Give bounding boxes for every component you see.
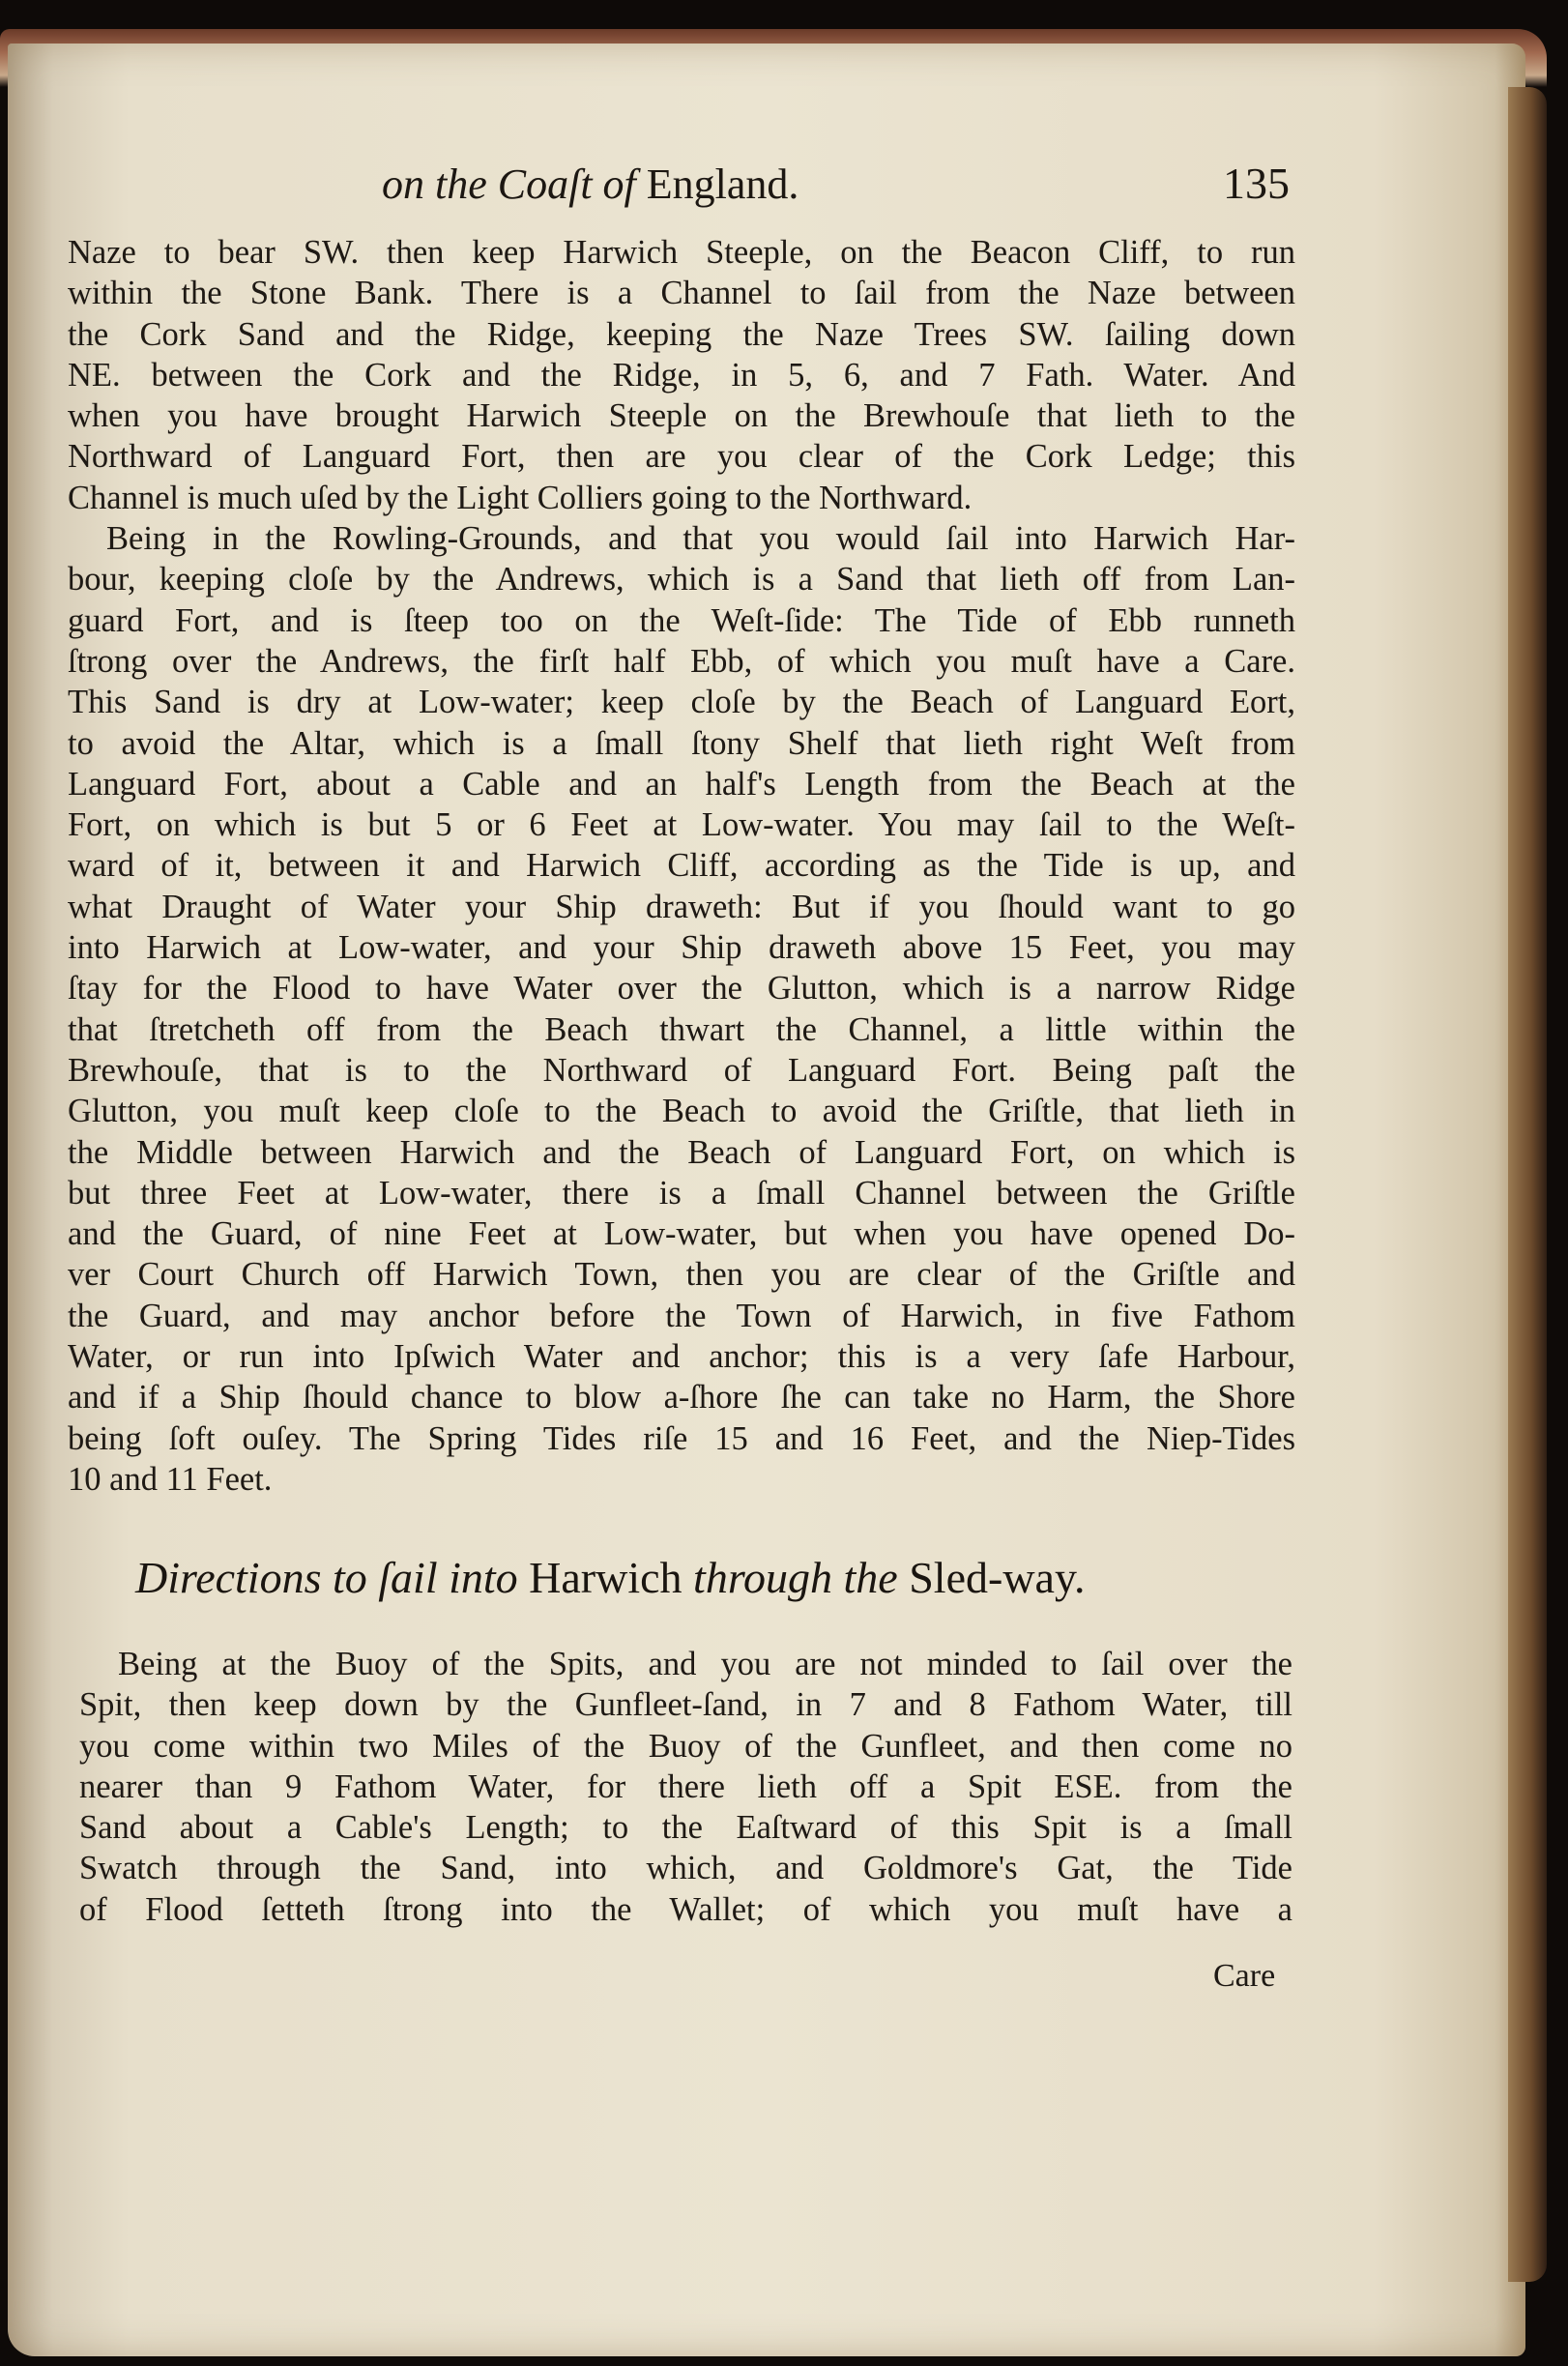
para2-line: into Harwich at Low-water, and your Ship draweth above 15 Feet, you may <box>68 929 1295 967</box>
page-right-edge <box>1508 87 1547 2282</box>
para1-line: the Cork Sand and the Ridge, keeping the Naze Trees SW. ſailing down <box>68 315 1295 353</box>
para2-line: Languard Fort, about a Cable and an half's Length from the Beach at the <box>68 765 1295 803</box>
running-head-italic: on the Coaſt of <box>382 161 636 208</box>
section-heading <box>135 1552 1295 1603</box>
paragraph-2 <box>68 518 1295 1500</box>
para2-line: 10 and 11 Feet. <box>68 1460 273 1498</box>
section-heading-italic-2: through the <box>693 1553 898 1602</box>
para1-line: Naze to bear SW. then keep Harwich Steeple, on the Beacon Cliff, to run <box>68 234 1295 271</box>
para3-line: nearer than 9 Fathom Water, for there lieth off a Spit ESE. from the <box>79 1767 1292 1805</box>
para3-line: Being at the Buoy of the Spits, and you are not minded to ſail over the <box>118 1646 1292 1682</box>
para2-line: but three Feet at Low-water, there is a ſmall Channel between the Griſtle <box>68 1174 1295 1212</box>
para1-line: NE. between the Cork and the Ridge, in 5, 6, and 7 Fath. Water. And <box>68 356 1295 394</box>
para2-line: ſtrong over the Andrews, the firſt half Ebb, of which you muſt have a Care. <box>68 642 1295 680</box>
para2-line: ward of it, between it and Harwich Cliff, according as the Tide is up, and <box>68 847 1295 885</box>
running-head <box>382 160 799 209</box>
section-heading-place-1: Harwich <box>529 1553 682 1602</box>
para1-line: when you have brought Harwich Steeple on the Brewhouſe that lieth to the <box>68 397 1295 435</box>
section-heading-italic-1: Directions to ſail into <box>135 1553 518 1602</box>
para2-line: being ſoft ouſey. The Spring Tides riſe 15 and 16 Feet, and the Niep-Tides <box>68 1419 1295 1457</box>
para2-line: Fort, on which is but 5 or 6 Feet at Low-water. You may ſail to the Weſt- <box>68 806 1295 844</box>
para2-line: to avoid the Altar, which is a ſmall ſtony Shelf that lieth right Weſt from <box>68 724 1295 762</box>
page-number: 135 <box>1223 159 1290 208</box>
para3-line: you come within two Miles of the Buoy of the Gunfleet, and then come no <box>79 1727 1292 1765</box>
paragraph-3 <box>79 1644 1292 1930</box>
para2-line: and if a Ship ſhould chance to blow a-ſhore ſhe can take no Harm, the Shore <box>68 1379 1295 1417</box>
paragraph-1 <box>68 232 1295 518</box>
body-text <box>68 232 1295 1500</box>
para2-line: Being in the Rowling-Grounds, and that you would ſail into Harwich Har- <box>106 520 1295 558</box>
para2-line: that ſtretcheth off from the Beach thwart the Channel, a little within the <box>68 1010 1295 1048</box>
para2-line: guard Fort, and is ſteep too on the Weſt-ſide: The Tide of Ebb runneth <box>68 601 1295 639</box>
para2-line: bour, keeping cloſe by the Andrews, which is a Sand that lieth off from Lan- <box>68 561 1295 599</box>
para2-line: the Guard, and may anchor before the Town of Harwich, in five Fathom <box>68 1297 1295 1334</box>
para2-line: Glutton, you muſt keep cloſe to the Beach to avoid the Griſtle, that lieth in <box>68 1093 1295 1130</box>
para2-line: Brewhouſe, that is to the Northward of Languard Fort. Being paſt the <box>68 1051 1295 1089</box>
para1-line: Channel is much uſed by the Light Colliers going to the Northward. <box>68 479 973 516</box>
para1-line: Northward of Languard Fort, then are you clear of the Cork Ledge; this <box>68 438 1295 476</box>
catchword: Care <box>1213 1958 1276 1994</box>
para2-line: and the Guard, of nine Feet at Low-water, but when you have opened Do- <box>68 1215 1295 1253</box>
para1-line: within the Stone Bank. There is a Channel to ſail from the Naze between <box>68 275 1295 312</box>
para3-line: Sand about a Cable's Length; to the Eaſtward of this Spit is a ſmall <box>79 1809 1292 1847</box>
para2-line: what Draught of Water your Ship draweth: But if you ſhould want to go <box>68 888 1295 925</box>
para3-line: Swatch through the Sand, into which, and Goldmore's Gat, the Tide <box>79 1850 1292 1887</box>
para3-line: Spit, then keep down by the Gunfleet-ſand, in 7 and 8 Fathom Water, till <box>79 1686 1292 1724</box>
para2-line: the Middle between Harwich and the Beach of Languard Fort, on which is <box>68 1133 1295 1171</box>
para2-line: This Sand is dry at Low-water; keep cloſe by the Beach of Languard Eort, <box>68 684 1295 721</box>
section-heading-place-2: Sled-way. <box>909 1553 1086 1602</box>
page-header <box>0 160 1568 227</box>
para3-line: of Flood ſetteth ſtrong into the Wallet; of which you muſt have a <box>79 1890 1292 1928</box>
para2-line: ver Court Church off Harwich Town, then you are clear of the Griſtle and <box>68 1256 1295 1294</box>
running-head-roman: England. <box>646 161 799 208</box>
para2-line: ſtay for the Flood to have Water over the Glutton, which is a narrow Ridge <box>68 970 1295 1008</box>
para2-line: Water, or run into Ipſwich Water and anchor; this is a very ſafe Harbour, <box>68 1338 1295 1376</box>
